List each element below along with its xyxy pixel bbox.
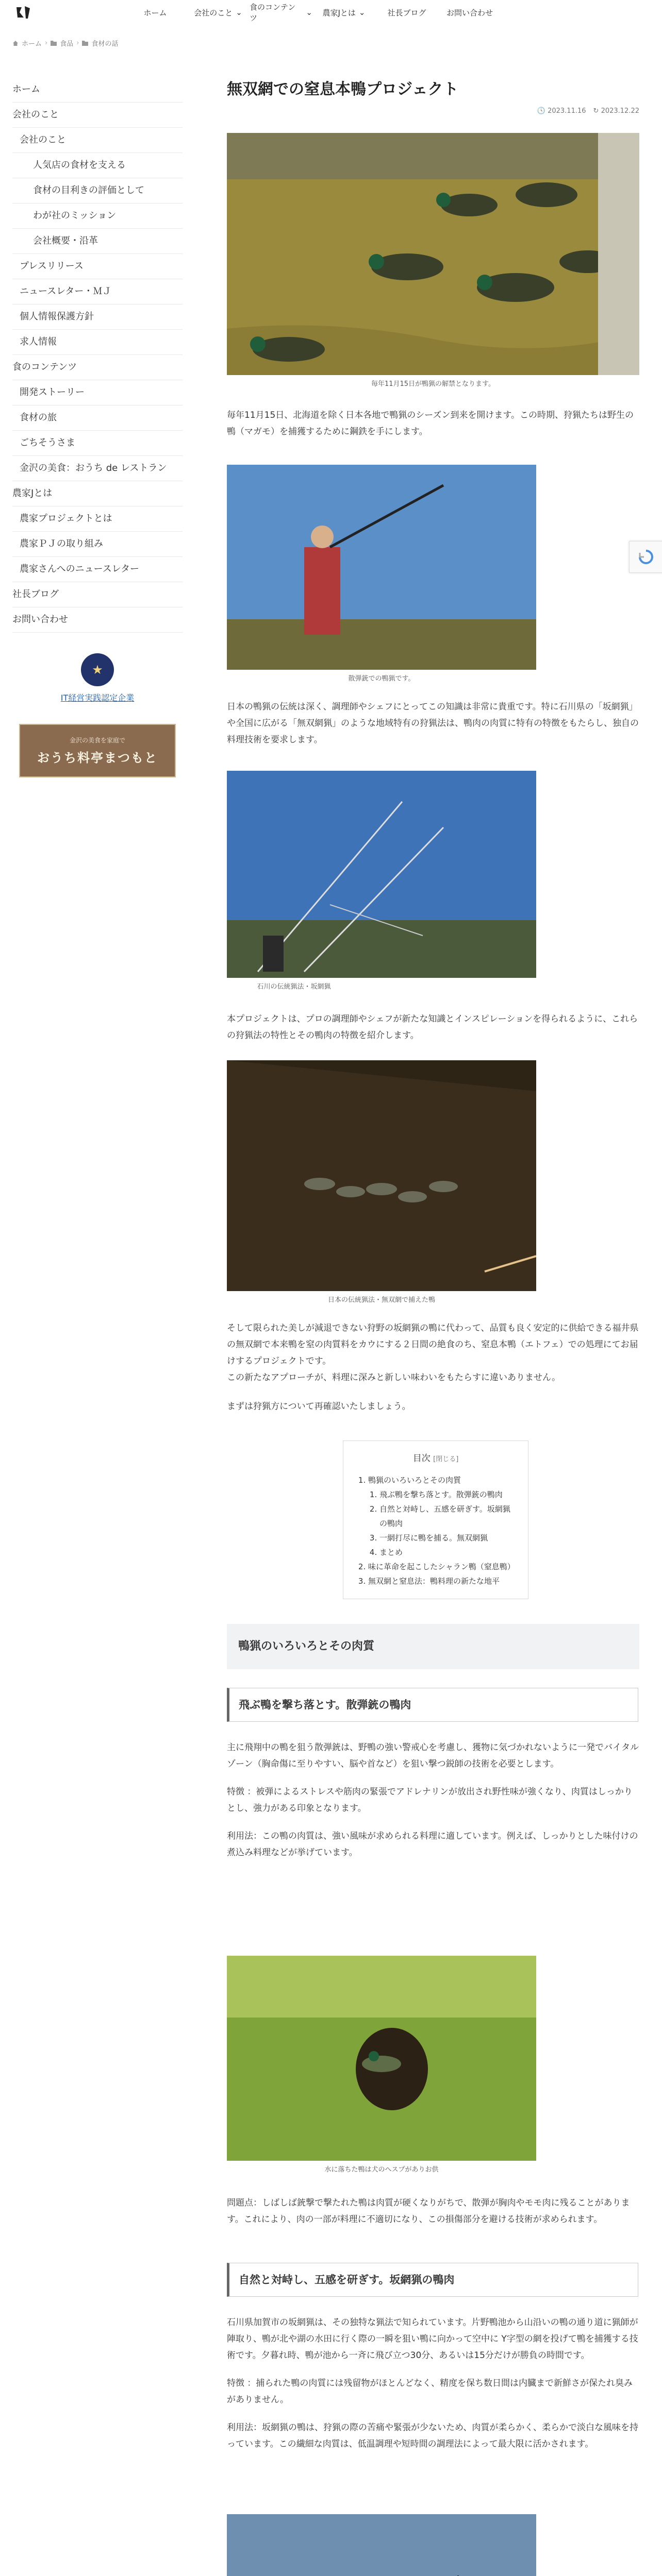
paragraph: 毎年11月15日、北海道を除く日本各地で鴨猟のシーズン到来を開けます。この時期、狩猟たちは野生の鴨（マガモ）を捕獲するために鋼鉄を手にします。 (227, 410, 634, 437)
sidebar-item-farmer-j[interactable]: 農家Jとは (12, 481, 183, 506)
sidebar-item-support[interactable]: 人気店の食材を支える (12, 153, 183, 178)
published-date: 2023.11.16 (548, 107, 586, 115)
sidebar (12, 77, 183, 777)
page-title: 無双網での窒息本鴨プロジェクト (227, 80, 459, 98)
sidebar-item-profile[interactable]: 会社概要・沿革 (12, 229, 183, 254)
paragraph: 特徴 ：捕られた鴨の肉質には残留物がほとんどなく、精度を保ち数日間は内臓まで新鮮さが保たれ臭みがありません。 (227, 2378, 633, 2405)
paragraph: 特徴 ：被弾によるストレスや筋肉の緊張でアドレナリンが放出され野性味が強くなり、肉質はしっかりとし、強力がある印象となります。 (227, 1787, 633, 1814)
folder-icon (51, 40, 57, 46)
recaptcha-icon (638, 549, 654, 565)
paragraph: まずは狩猟方について再確認いたしましょう。 (227, 1401, 411, 1412)
sidebar-item-blog[interactable]: 社長ブログ (12, 582, 183, 607)
paragraph: 本プロジェクトは、プロの調理師やシェフが新たな知識とインスピレーションを得られるように、これらの狩猟法の特性とその鴨肉の特徴を紹介します。 (227, 1014, 638, 1041)
section-heading: 鴨猟のいろいろとその肉質 (227, 1624, 639, 1669)
paragraph: この新たなアプローチが、料理に深みと新しい味わいをもたらすに違いありません。 (227, 1372, 561, 1383)
chevron-down-icon: ⌄ (236, 8, 242, 17)
recaptcha-badge[interactable] (629, 541, 662, 573)
figure-dog-retrieving (227, 1956, 536, 2161)
nav-blog[interactable]: 社長ブログ (387, 8, 426, 18)
breadcrumb-category[interactable]: 食品 (60, 40, 74, 48)
sidebar-item-privacy[interactable]: 個人情報保護方針 (12, 304, 183, 330)
paragraph: 日本の鴨猟の伝統は深く、調理師やシェフにとってこの知識は非常に貴重です。特に石川県の「坂網猟」や全国に広がる「無双網猟」のような地域特有の狩猟法は、鴨肉の肉質に特有の特徴をもたらし、独自の料理技術を要求します。 (227, 702, 639, 745)
sidebar-item-home[interactable]: ホーム (12, 77, 183, 103)
sidebar-item-food-content[interactable]: 食のコンテンツ (12, 355, 183, 380)
table-of-contents: 目次 [閉じる] 1. 鴨猟のいろいろとその肉質 1. 飛ぶ鴨を撃ち落とす。散弾銃の鴨肉 2. 自然と対峙し、五感を研ぎす。坂網猟の鴨肉 3. 一網打尽に鴨を捕る。無双網猟 4. まとめ 2. 味に革命を起こしたシャラン鴨（窒息鴨） 3. 無双網と窒息法：鴨料理の新たな地平 (343, 1440, 528, 1599)
toc-link[interactable]: 味に革命を起こしたシャラン鴨（窒息鴨） (368, 1562, 515, 1571)
subsection-heading: 自然と対峙し、五感を研ぎす。坂網猟の鴨肉 (227, 2263, 638, 2297)
post-dates (537, 107, 639, 115)
toc-toggle[interactable]: [閉じる] (433, 1455, 459, 1463)
clock-icon: 🕓 (537, 107, 545, 115)
sidebar-item-mission[interactable]: わが社のミッション (12, 204, 183, 229)
paragraph: 主に飛翔中の鴨を狙う散弾銃は、野鴨の強い警戒心を考慮し、獲物に気づかれないように一発でバイタルゾーン（胸命傷に至りやすい、脳や首など）を狙い撃つ鋭師の技術を必要とします。 (227, 1742, 639, 1769)
sidebar-item-contact[interactable]: お問い合わせ (12, 607, 183, 633)
toc-link[interactable]: 自然と対峙し、五感を研ぎす。坂網猟の鴨肉 (379, 1504, 510, 1528)
toc-link[interactable]: 一網打尽に鴨を捕る。無双網猟 (379, 1533, 488, 1543)
sidebar-item-newsletter[interactable]: ニュースレター・ＭＪ (12, 279, 183, 304)
home-icon (12, 40, 19, 46)
figure-caption: 散弾銃での鴨猟です。 (348, 675, 415, 683)
paragraph: 石川県加賀市の坂網猟は、その独特な猟法で知られています。片野鴨池から山沿いの鴨の通り道に猟師が陣取り、鴨が北や湖の水田に行く際の一瞬を狙い鴨に向かって空中に Y字型の網を投げて鴨を捕獲する技術です。夕暮れ時、鴨が池から一斉に飛び立つ30分、あるいは15分だけが勝負の時間です。 (227, 2317, 638, 2361)
figure-sakaami-silhouette (227, 2514, 536, 2576)
toc-link[interactable]: 鴨猟のいろいろとその肉質 (368, 1476, 461, 1485)
site-header (0, 0, 662, 25)
updated-date: 2023.12.22 (601, 107, 639, 115)
figure-shotgun-hunting (227, 465, 536, 670)
breadcrumb-subcategory[interactable]: 食材の話 (91, 40, 119, 48)
hero-image-ducks-pond (227, 133, 639, 375)
nav-farmer-j[interactable]: 農家Jとは ⌄ (322, 8, 366, 18)
sidebar-item-evaluation[interactable]: 食材の目利きの評価として (12, 178, 183, 204)
sidebar-item-restaurant[interactable]: 金沢の美食：おうち de レストラン (12, 456, 183, 481)
figure-caption: 水に落ちた鴨は犬のへスプがありお供 (324, 2166, 439, 2174)
nav-food-content[interactable]: 食のコンテンツ ⌄ (250, 3, 312, 23)
toc-link[interactable]: 飛ぶ鴨を撃ち落とす。散弾銃の鴨肉 (379, 1490, 503, 1499)
sidebar-item-initiatives[interactable]: 農家ＰＪの取り組み (12, 532, 183, 557)
breadcrumb-home[interactable]: ホーム (22, 40, 42, 48)
folder-icon (82, 40, 88, 46)
certification (12, 653, 183, 703)
sidebar-item-farmer-news[interactable]: 農家さんへのニュースレター (12, 557, 183, 582)
figure-sakaami-hunting (227, 771, 536, 978)
chevron-down-icon: ⌄ (358, 8, 366, 17)
paragraph: 問題点：しばしば銃撃で撃たれた鴨は肉質が硬くなりがちで、散弾が胸肉やモモ肉に残ることがあります。これにより、肉の一部が料理に不適切になり、この損傷部分を避ける技術が求められます。 (227, 2198, 630, 2225)
sidebar-item-project[interactable]: 農家プロジェクトとは (12, 506, 183, 532)
restaurant-banner[interactable]: 金沢の美食を家庭で おうち料亭まつもと (19, 724, 176, 777)
paragraph: そして限られた美しが減退できない狩野の坂網猟の鴨に代わって、品質も良く安定的に供給できる福井県の無双網で本来鴨を窒の肉質料をカウにする２日間の絶食のち、窒息本鴨（エトフェ）での処理にてお届けするプロジェクトです。 (227, 1323, 639, 1366)
chevron-down-icon: ⌄ (306, 8, 312, 17)
breadcrumb (12, 38, 118, 48)
toc-link[interactable]: まとめ (379, 1548, 403, 1557)
paragraph: 利用法：この鴨の肉質は、強い風味が求められる料理に適しています。例えば、しっかりとした味付けの煮込み料理などが挙げています。 (227, 1831, 638, 1858)
figure-caption: 石川の伝統猟法・坂網猟 (257, 983, 331, 991)
sidebar-item-company[interactable]: 会社のこと (12, 103, 183, 128)
subsection-heading: 飛ぶ鴨を撃ち落とす。散弾銃の鴨肉 (227, 1688, 638, 1722)
paragraph: 利用法：坂網猟の鴨は、狩猟の際の苦痛や緊張が少ないため、肉質が柔らかく、柔らかで淡白な風味を持っています。この繊細な肉質は、低温調理や短時間の調理法によって最大限に活かされます。 (227, 2422, 638, 2449)
sidebar-item-company-sub[interactable]: 会社のこと (12, 128, 183, 153)
toc-link[interactable]: 無双網と窒息法：鴨料理の新たな地平 (368, 1577, 500, 1586)
sidebar-item-recruit[interactable]: 求人情報 (12, 330, 183, 355)
certification-link[interactable]: IT経営実践認定企業 (60, 693, 135, 703)
refresh-icon: ↻ (593, 107, 599, 115)
article (227, 77, 639, 2449)
site-logo[interactable] (12, 3, 33, 22)
nav-company[interactable]: 会社のこと ⌄ (194, 8, 242, 18)
breadcrumb-separator: › (76, 39, 79, 47)
breadcrumb-separator: › (45, 39, 48, 47)
nav-contact[interactable]: お問い合わせ (446, 8, 493, 18)
hero-caption: 毎年11月15日が鴨猟の解禁となります。 (371, 380, 495, 388)
sidebar-item-press[interactable]: プレスリリース (12, 254, 183, 279)
figure-musouami-ducks (227, 1060, 536, 1291)
sidebar-item-travel[interactable]: 食材の旅 (12, 405, 183, 431)
figure-caption: 日本の伝統猟法・無双網で捕えた鴨 (327, 1296, 435, 1304)
nav-home[interactable]: ホーム (143, 8, 167, 18)
sidebar-item-story[interactable]: 開発ストーリー (12, 380, 183, 405)
certification-emblem-icon[interactable]: ★ (81, 653, 114, 686)
global-nav (124, 0, 501, 25)
sidebar-item-gochisousama[interactable]: ごちそうさま (12, 431, 183, 456)
